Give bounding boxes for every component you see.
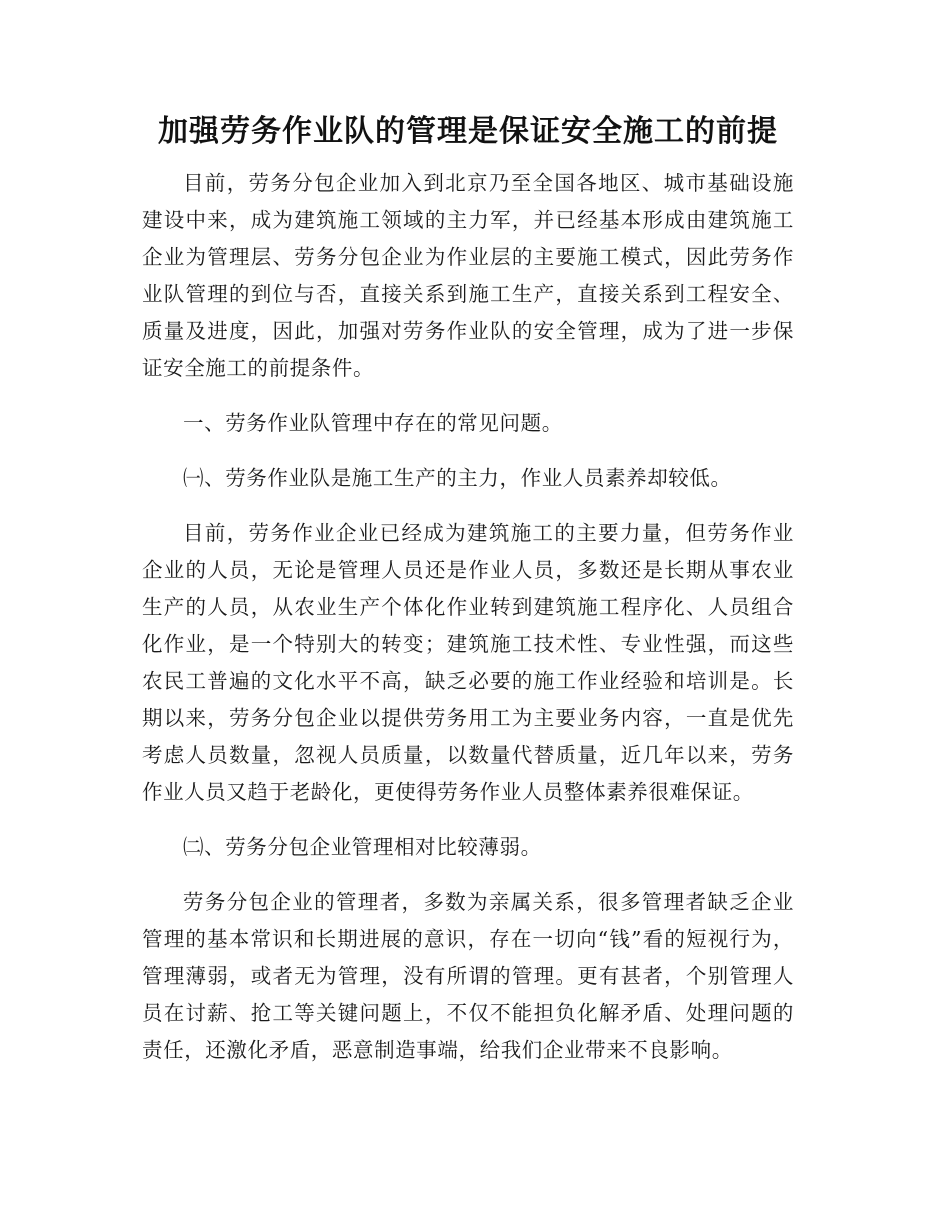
subsection-heading-2: ㈡、劳务分包企业管理相对比较薄弱。 (183, 835, 542, 859)
body-paragraph-2: 劳务分包企业的管理者，多数为亲属关系，很多管理者缺乏企业管理的基本常识和长期进展的意识，存在一切向“钱”看的短视行为，管理薄弱，或者无为管理，没有所谓的管理。更有甚者，个别管理人员在讨薪、抢工等关键问题上，不仅不能担负化解矛盾、处理问题的责任，还激化矛盾，恶意制造事端，给我们企业带来不良影响。 (142, 890, 794, 1062)
document-title: 加强劳务作业队的管理是保证安全施工的前提 (158, 114, 778, 149)
intro-paragraph: 目前，劳务分包企业加入到北京乃至全国各地区、城市基础设施建设中来，成为建筑施工领域的主力军，并已经基本形成由建筑施工企业为管理层、劳务分包企业为作业层的主要施工模式，因此劳务作业队管理的到位与否，直接关系到施工生产，直接关系到工程安全、质量及进度，因此，加强对劳务作业队的安全管理，成为了进一步保证安全施工的前提条件。 (142, 171, 794, 380)
section-heading-1: 一、劳务作业队管理中存在的常见问题。 (183, 411, 563, 435)
body-paragraph-1: 目前，劳务作业企业已经成为建筑施工的主要力量，但劳务作业企业的人员，无论是管理人员还是作业人员，多数还是长期从事农业生产的人员，从农业生产个体化作业转到建筑施工程序化、人员组合化作业，是一个特别大的转变；建筑施工技术性、专业性强，而这些农民工普遍的文化水平不高，缺乏必要的施工作业经验和培训是。长期以来，劳务分包企业以提供劳务用工为主要业务内容，一直是优先考虑人员数量，忽视人员质量，以数量代替质量，近几年以来，劳务作业人员又趋于老龄化，更使得劳务作业人员整体素养很难保证。 (142, 521, 794, 804)
subsection-heading-1: ㈠、劳务作业队是施工生产的主力，作业人员素养却较低。 (183, 466, 732, 490)
document-page (142, 112, 794, 1069)
